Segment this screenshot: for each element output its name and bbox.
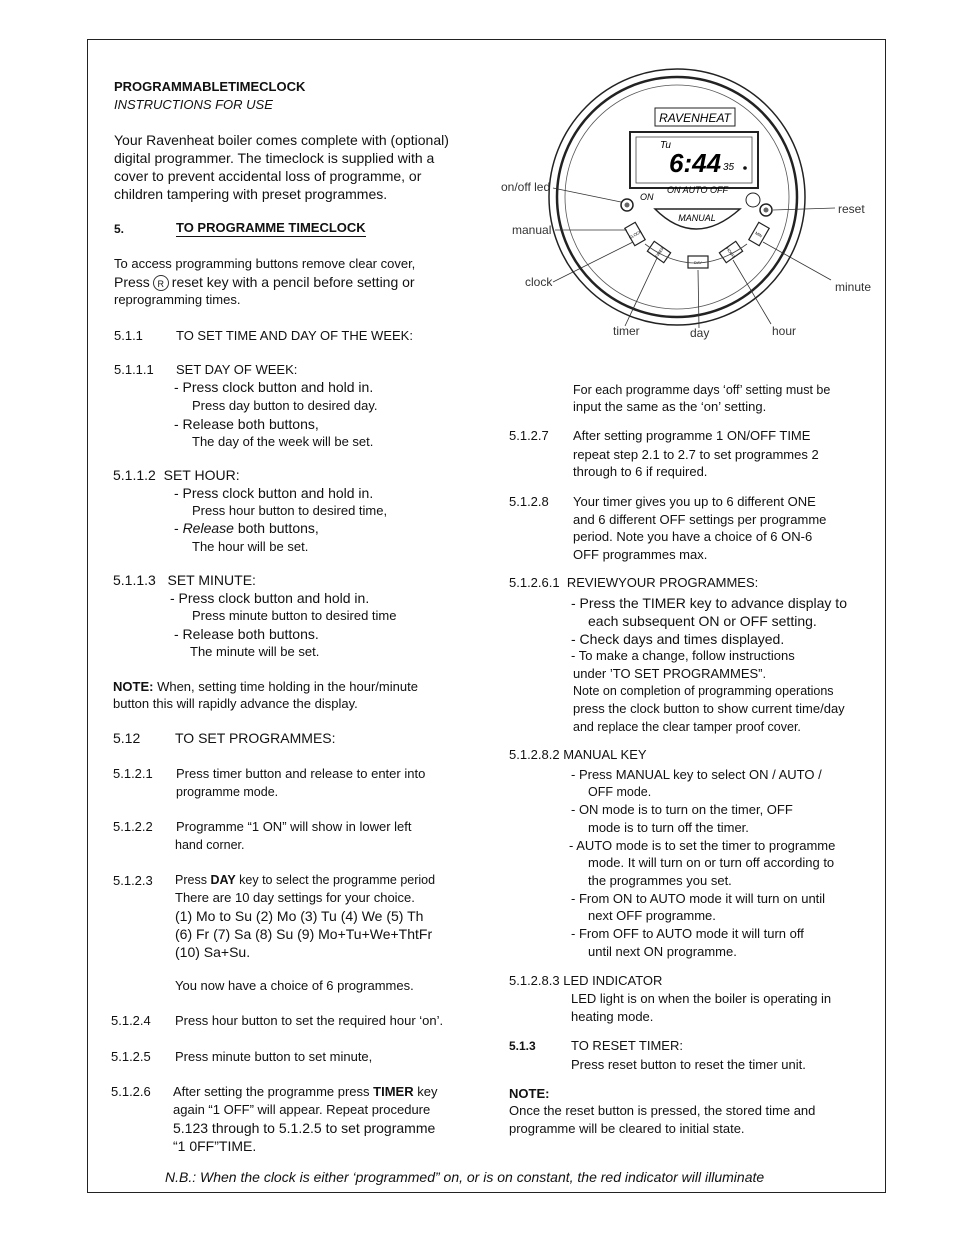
step-line: mode. It will turn on or turn off according to	[588, 855, 835, 870]
step-line: The minute will be set.	[190, 644, 320, 659]
step-title: SET HOUR:	[163, 467, 240, 483]
step-line-dash: -	[174, 520, 183, 536]
step-line: repeat step 2.1 to 2.7 to set programmes 2	[573, 447, 819, 462]
step-title: LED INDICATOR	[563, 973, 663, 988]
step-number: 5.1.2.3	[113, 873, 153, 888]
step-line: - Release both buttons,	[174, 416, 319, 432]
step-line: period. Note you have a choice of 6 ON-6	[573, 529, 813, 544]
step-line: - Check days and times displayed.	[571, 631, 785, 647]
step-number: 5.12	[113, 730, 141, 746]
step-line: Press timer button and release to enter into	[176, 766, 426, 781]
step-line: There are 10 day settings for your choice.	[175, 890, 415, 905]
step-number: 5.1.2.7	[509, 428, 549, 443]
access-press: Press	[114, 274, 150, 290]
intro-line: cover to prevent accidental loss of programme, or	[114, 168, 422, 184]
access-line: To access programming buttons remove clear cover,	[114, 256, 416, 271]
label-day: day	[690, 326, 710, 340]
step-line	[174, 519, 319, 537]
step-line: (10) Sa+Su.	[175, 944, 251, 960]
intro-line: children tampering with preset programmes.	[114, 186, 388, 202]
step-line: OFF mode.	[588, 785, 652, 799]
step-line: and replace the clear tamper proof cover.	[573, 720, 801, 734]
step-line: - To make a change, follow instructions	[571, 648, 795, 663]
step-title: TO SET TIME AND DAY OF THE WEEK:	[176, 328, 413, 343]
brand-logo: RAVENHEAT	[659, 111, 731, 125]
step-line-rest: key	[413, 1084, 438, 1099]
step-number: 5.1.2.5	[111, 1049, 151, 1064]
step-line: through to 6 if required.	[573, 464, 708, 479]
manual-key-label: MANUAL	[678, 213, 716, 223]
note-label: NOTE:	[113, 679, 154, 694]
intro-line: digital programmer. The timeclock is supplied with a	[114, 150, 435, 166]
step-line: Note on completion of programming operations	[573, 684, 834, 698]
lcd-time: 6:44	[669, 148, 722, 178]
step-line-rest: key to select the programme period	[235, 873, 436, 887]
step-line: The day of the week will be set.	[192, 434, 374, 449]
step-line: OFF programmes max.	[573, 547, 708, 562]
reset-button-core	[764, 208, 769, 213]
step-line: Press hour button to set the required hour ‘on’.	[175, 1013, 444, 1028]
step-heading	[509, 746, 647, 764]
label-minute: minute	[835, 280, 872, 294]
step-line-rest: both buttons,	[233, 520, 319, 536]
step-line-bold: TIMER	[373, 1084, 414, 1099]
label-manual: manual	[512, 223, 552, 237]
leader-clock	[553, 242, 633, 282]
step-number: 5.1.2.6	[111, 1084, 151, 1099]
step-number: 5.1.2.4	[111, 1013, 151, 1028]
step-line: hand corner.	[175, 838, 245, 852]
label-clock: clock	[525, 275, 553, 289]
label-onoff-led: on/off led	[501, 180, 551, 194]
reset-key-icon: R	[153, 275, 169, 291]
leader-onoff	[553, 188, 621, 202]
access-rest: reset key with a pencil before setting or	[171, 274, 415, 290]
outer-ring	[549, 69, 805, 325]
lcd-day: Tu	[660, 140, 671, 151]
step-line: LED light is on when the boiler is operating in	[571, 991, 832, 1006]
footer-note: N.B.: When the clock is either ‘programmed” on, or is on constant, the red indicator will illuminate	[165, 1169, 765, 1185]
step-title: TO SET PROGRAMMES:	[175, 730, 336, 746]
step-line: programme mode.	[176, 785, 279, 799]
step-line: and 6 different OFF settings per programme	[573, 512, 827, 527]
step-line	[175, 871, 435, 889]
lcd-dot	[743, 166, 747, 170]
note-line	[113, 678, 418, 696]
step-line: - Press clock button and hold in.	[170, 590, 370, 606]
step-line: (6) Fr (7) Sa (8) Su (9) Mo+Tu+We+ThtFr	[175, 926, 433, 942]
step-line: Press day button to desired day.	[192, 398, 378, 413]
step-line: the programmes you set.	[588, 873, 732, 888]
step-line: until next ON programme.	[588, 944, 737, 959]
reset-mark-icon	[746, 193, 760, 207]
note-line: Once the reset button is pressed, the stored time and	[509, 1103, 816, 1118]
leader-timer	[625, 258, 657, 326]
step-line: again “1 OFF” will appear. Repeat procedure	[173, 1102, 431, 1117]
step-number: 5.1.2.8	[509, 494, 549, 509]
step-line: input the same as the ‘on’ setting.	[573, 399, 767, 414]
step-line: For each programme days ‘off’ setting must be	[573, 383, 831, 397]
step-line-italic: Release	[182, 520, 234, 536]
step-line: - From OFF to AUTO mode it will turn off	[571, 926, 804, 941]
day-button-label: DAY	[694, 260, 702, 265]
hour-button-label: HOUR	[725, 246, 737, 259]
step-line: - Press the TIMER key to advance display to	[571, 595, 847, 611]
access-line	[114, 273, 415, 291]
mode-on-label: ON	[640, 192, 654, 202]
step-line: You now have a choice of 6 programmes.	[175, 978, 414, 993]
doc-title: PROGRAMMABLETIMECLOCK	[114, 79, 306, 94]
step-line: Your timer gives you up to 6 different ONE	[573, 494, 816, 509]
step-line: - Release both buttons.	[174, 626, 319, 642]
step-line: Press minute button to set minute,	[175, 1049, 373, 1064]
step-line: Press hour button to desired time,	[192, 503, 388, 518]
step-title: SET DAY OF WEEK:	[176, 362, 298, 377]
step-line: (1) Mo to Su (2) Mo (3) Tu (4) We (5) Th	[175, 908, 424, 924]
step-line: - Press clock button and hold in.	[174, 485, 374, 501]
step-line: Programme “1 ON” will show in lower left	[176, 819, 412, 834]
note-text: When, setting time holding in the hour/minute	[153, 679, 418, 694]
mode-strip: ON AUTO OFF	[667, 185, 729, 195]
step-number: 5.1.3	[509, 1039, 536, 1053]
step-number: 5.1.1.2	[113, 467, 156, 483]
step-line: press the clock button to show current time/day	[573, 701, 845, 716]
step-line	[173, 1083, 437, 1101]
step-line: - From ON to AUTO mode it will turn on until	[571, 891, 826, 906]
onoff-led-core	[625, 203, 630, 208]
step-heading	[113, 571, 256, 589]
step-line: Press reset button to reset the timer unit.	[571, 1057, 806, 1072]
section-number: 5.	[114, 222, 125, 236]
leader-day	[698, 270, 699, 328]
step-line-start: After setting the programme press	[173, 1084, 374, 1099]
lcd-seconds: 35	[723, 162, 735, 173]
step-title: SET MINUTE:	[167, 572, 256, 588]
note-label: NOTE:	[509, 1086, 550, 1101]
step-line: each subsequent ON or OFF setting.	[588, 613, 817, 629]
note-line: button this will rapidly advance the display.	[113, 696, 358, 711]
step-line-bold: DAY	[210, 873, 236, 887]
label-hour: hour	[772, 324, 797, 338]
step-number: 5.1.2.1	[113, 766, 153, 781]
step-number: 5.1.2.6.1	[509, 575, 560, 590]
step-number: 5.1.1.3	[113, 572, 156, 588]
label-timer: timer	[613, 324, 640, 338]
doc-subtitle: INSTRUCTIONS FOR USE	[114, 97, 273, 112]
step-number: 5.1.2.8.2	[509, 747, 560, 762]
note-line: programme will be cleared to initial state.	[509, 1121, 745, 1136]
step-number: 5.1.1	[114, 328, 143, 343]
minute-button-label: MIN	[754, 230, 764, 239]
label-reset: reset	[838, 202, 865, 216]
step-line: - Press MANUAL key to select ON / AUTO /	[571, 767, 822, 782]
step-line: Press minute button to desired time	[192, 608, 397, 623]
leader-minute	[763, 242, 831, 280]
section-title-text: TO PROGRAMME TIMECLOCK	[176, 220, 366, 235]
step-number: 5.1.2.8.3	[509, 973, 560, 988]
step-title: MANUAL KEY	[563, 747, 647, 762]
step-line: under ’TO SET PROGRAMMES”.	[573, 666, 767, 681]
step-line: 5.123 through to 5.1.2.5 to set programme	[173, 1120, 436, 1136]
intro-line: Your Ravenheat boiler comes complete with (optional)	[114, 132, 449, 148]
step-line: heating mode.	[571, 1009, 654, 1024]
step-title: TO RESET TIMER:	[571, 1038, 683, 1053]
timer-button-label: TIMER	[653, 245, 666, 259]
access-line: reprogramming times.	[114, 292, 241, 307]
clock-button-label: CLOCK	[628, 228, 643, 241]
step-number: 5.1.1.1	[114, 362, 154, 377]
step-line: - AUTO mode is to set the timer to programme	[569, 838, 836, 853]
step-line: “1 0FF”TIME.	[173, 1138, 257, 1154]
step-heading	[113, 466, 240, 484]
step-line: mode is to turn off the timer.	[588, 820, 749, 835]
leader-hour	[733, 260, 771, 324]
step-line: The hour will be set.	[192, 539, 309, 554]
step-line: next OFF programme.	[588, 908, 716, 923]
section-title	[176, 219, 366, 237]
step-number: 5.1.2.2	[113, 819, 153, 834]
step-line: - ON mode is to turn on the timer, OFF	[571, 802, 793, 817]
step-heading	[509, 574, 758, 592]
step-line: After setting programme 1 ON/OFF TIME	[573, 428, 811, 443]
step-heading	[509, 972, 662, 990]
step-line-start: Press	[175, 873, 211, 887]
step-line: - Press clock button and hold in.	[174, 379, 374, 395]
timeclock-diagram	[495, 64, 880, 354]
step-title: REVIEWYOUR PROGRAMMES:	[566, 575, 759, 590]
